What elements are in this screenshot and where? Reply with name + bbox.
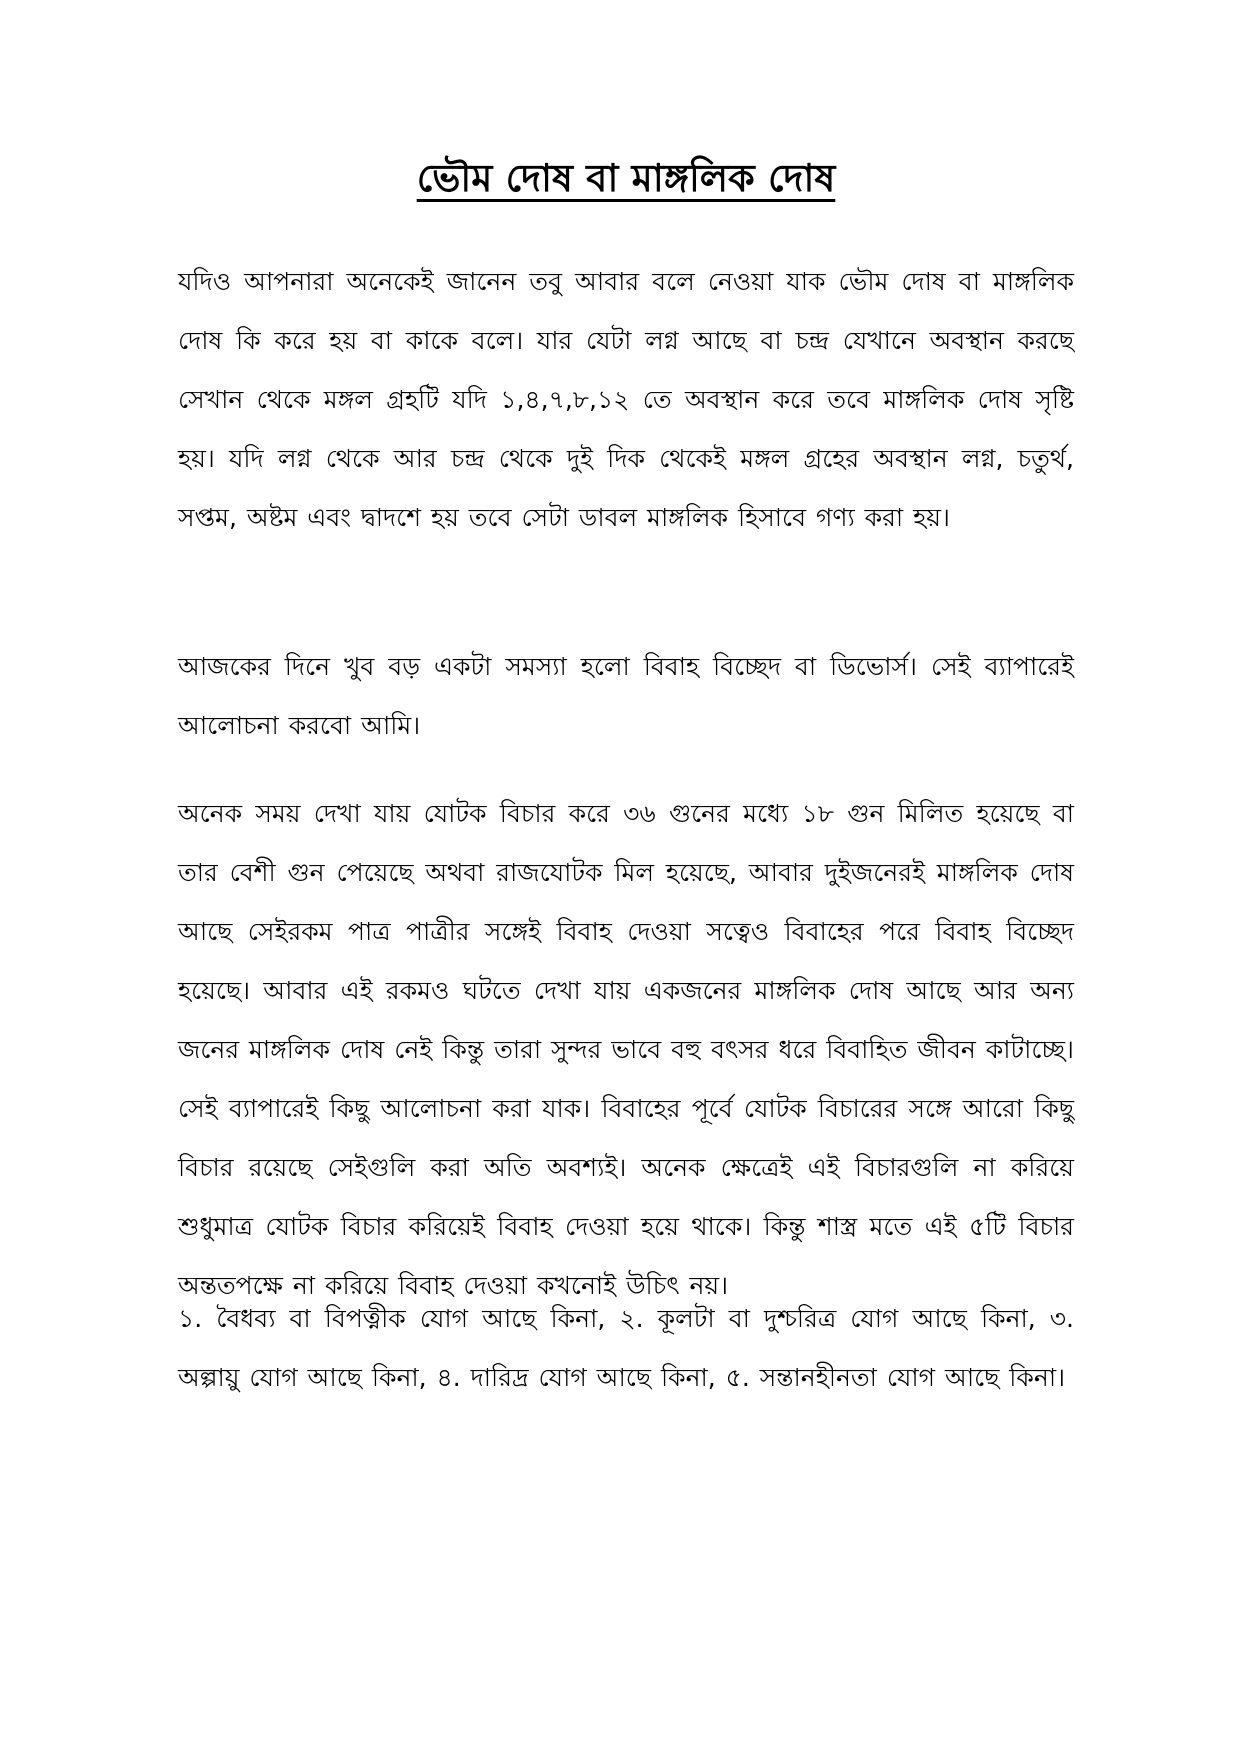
paragraph-yotak-bichar: অনেক সময় দেখা যায় যোটক বিচার করে ৩৬ গুনের মধ্যে ১৮ গুন মিলিত হয়েছে বা তার বেশী গুন পেয়েছে অথবা রাজযোটক মিল হয়েছে, আবার দুইজনেরই মাঙ্গলিক দোষ আছে সেইরকম পাত্র পাত্রীর সঙ্গেই বিবাহ দেওয়া সত্বেও বিবাহের পরে বিবাহ বিচ্ছেদ হয়েছে। আবার এই রকমও ঘটতে দেখা যায় একজনের মাঙ্গলিক দোষ আছে আর অন্য জনের মাঙ্গলিক দোষ নেই কিন্তু তারা সুন্দর ভাবে বহু বৎসর ধরে বিবাহিত জীবন কাটাচ্ছে। সেই ব্যাপারেই কিছু আলোচনা করা যাক। বিবাহের পূর্বে যোটক বিচারের সঙ্গে আরো কিছু বিচার রয়েছে সেইগুলি করা অতি অবশ্যই। অনেক ক্ষেত্রেই এই বিচারগুলি না করিয়ে শুধুমাত্র যোটক বিচার করিয়েই বিবাহ দেওয়া হয়ে থাকে। কিন্তু শাস্ত্র মতে এই ৫টি বিচার অন্ততপক্ষে না করিয়ে বিবাহ দেওয়া কখনোই উচিৎ নয়। — [178, 799, 1074, 1300]
document-page — [178, 0, 1074, 1754]
paragraph-five-checks-list: ১. বৈধব্য বা বিপত্নীক যোগ আছে কিনা, ২. কূলটা বা দুশ্চরিত্র যোগ আছে কিনা, ৩. অল্পায়ু যোগ আছে কিনা, ৪. দারিদ্র যোগ আছে কিনা, ৫. সন্তানহীনতা যোগ আছে কিনা। — [178, 1304, 1074, 1392]
page-title-text: ভৌম দোষ বা মাঙ্গলিক দোষ — [416, 156, 836, 200]
paragraph-manglik-definition: যদিও আপনারা অনেকেই জানেন তবু আবার বলে নেওয়া যাক ভৌম দোষ বা মাঙ্গলিক দোষ কি করে হয় বা কাকে বলে। যার যেটা লগ্ন আছে বা চন্দ্র যেখানে অবস্থান করছে সেখান থেকে মঙ্গল গ্রহটি যদি ১,৪,৭,৮,১২ তে অবস্থান করে তবে মাঙ্গলিক দোষ সৃষ্টি হয়। যদি লগ্ন থেকে আর চন্দ্র থেকে দুই দিক থেকেই মঙ্গল গ্রহের অবস্থান লগ্ন, চতুর্থ, সপ্তম, অষ্টম এবং দ্বাদশে হয় তবে সেটা ডাবল মাঙ্গলিক হিসাবে গণ্য করা হয়। — [178, 267, 1074, 532]
paragraph-divorce-problem: আজকের দিনে খুব বড় একটা সমস্যা হলো বিবাহ বিচ্ছেদ বা ডিভোর্স। সেই ব্যাপারেই আলোচনা করবো আমি। — [178, 652, 1074, 740]
page-title — [178, 150, 1074, 206]
